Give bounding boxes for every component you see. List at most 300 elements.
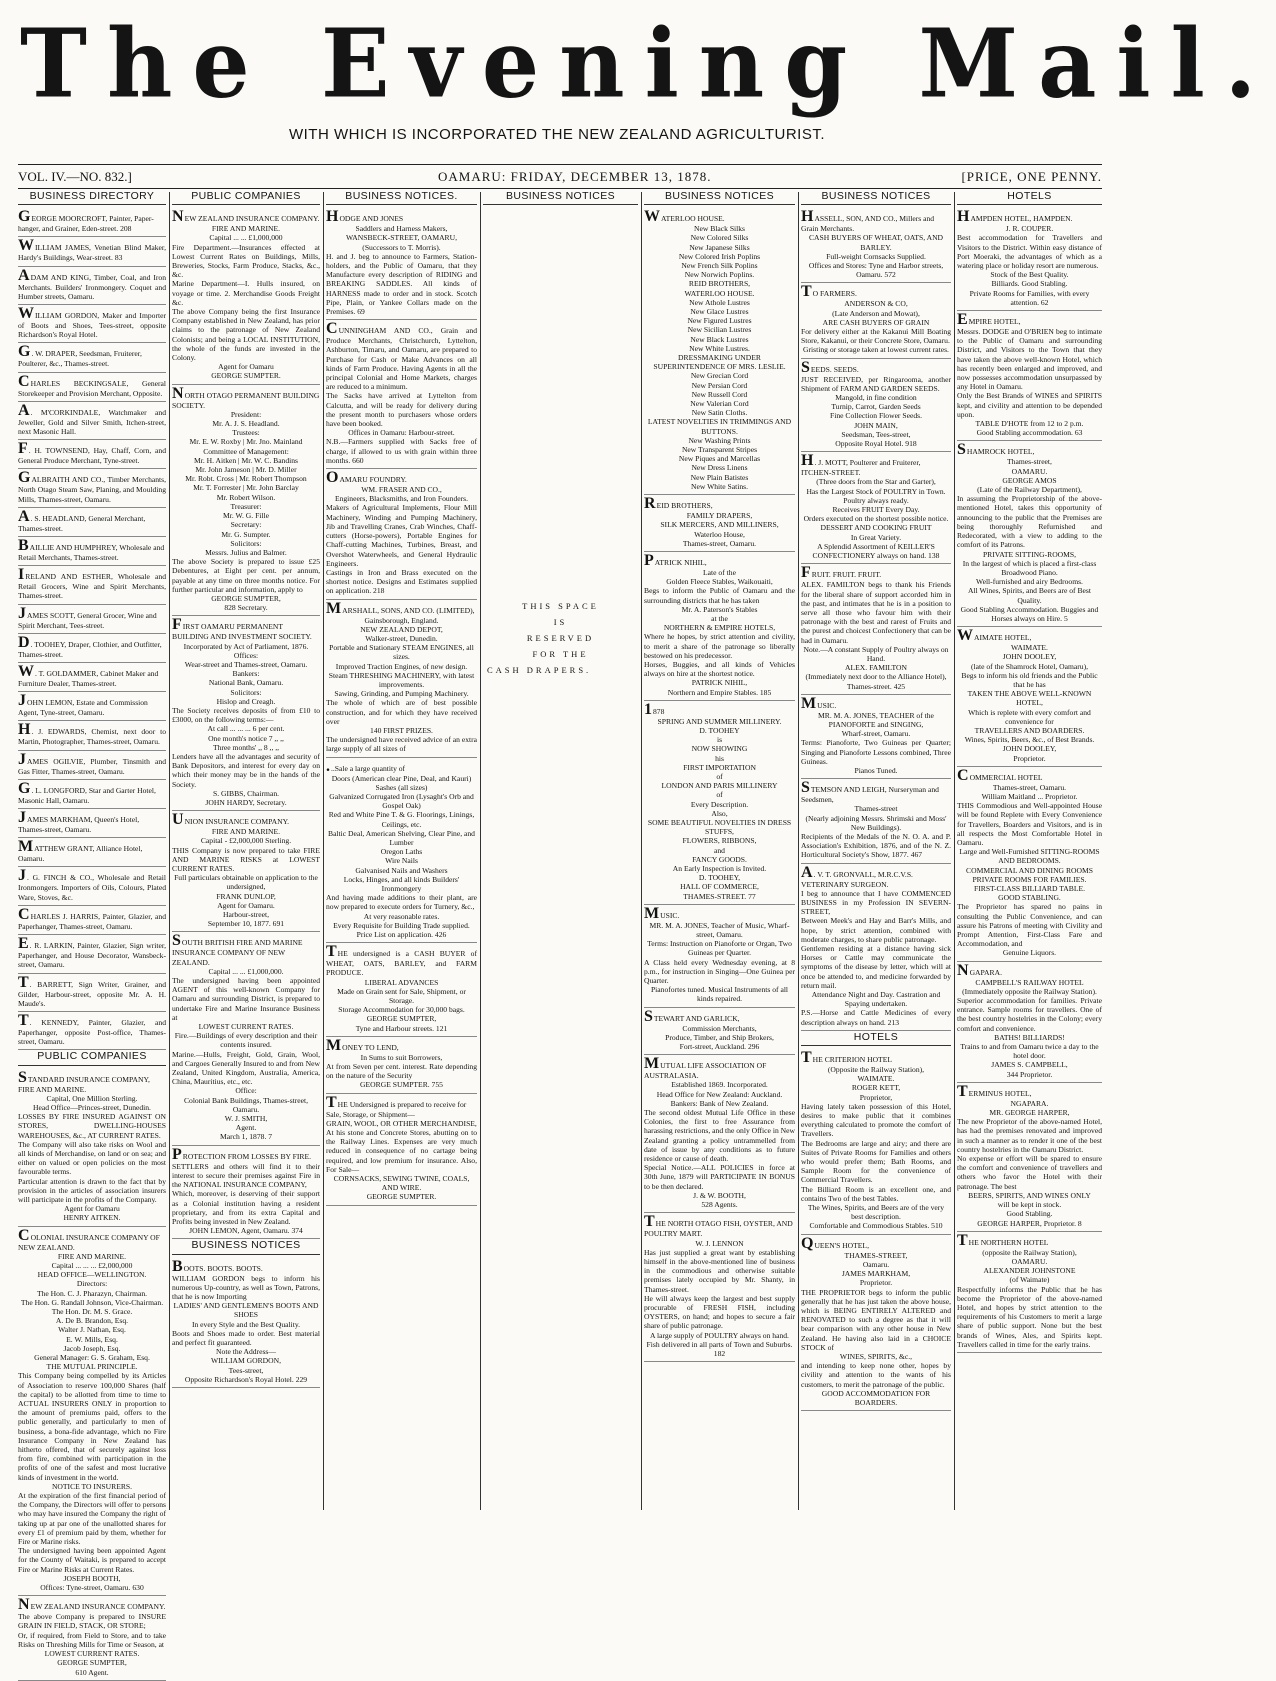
advertisement-headline: JAMES MARKHAM, Queen's Hotel, Thames-street, Oamaru. (18, 809, 140, 835)
advertisement-headline: NGAPARA. (957, 961, 1002, 979)
column-heading: BUSINESS NOTICES. (326, 190, 477, 205)
advertisement-line: New Dress Linens (691, 463, 748, 473)
column-rule (954, 192, 955, 1510)
advertisement-line: ANDERSON & CO, (844, 299, 908, 309)
advertisement-headline: MUSIC. (801, 694, 837, 712)
advertisement-line: Horses, Buggies, and all kinds of Vehicles always on hire at the shortest notice. (644, 659, 795, 679)
advertisement-line: The undersigned have received advice of an extra large supply of all sizes of (326, 735, 477, 754)
advertisement-line: Good Stabling Accommodation. Buggies and Horses always on Hire. 5 (960, 604, 1099, 623)
volume-number: VOL. IV.—NO. 832.] (18, 169, 132, 184)
advertisement (172, 208, 320, 384)
advertisement-line: Agent for Oamaru (64, 1204, 120, 1214)
advertisement-line: J. & W. BOOTH, (693, 1190, 746, 1200)
advertisement-headline: EMPIRE HOTEL, (957, 311, 1021, 329)
advertisement-line: Head Office—Princes-street, Dunedin. (33, 1102, 151, 1112)
advertisement-line: FLOWERS, RIBBONS, (682, 836, 757, 846)
advertisement-line: Has the Largest Stock of POULTRY in Town. Poultry always ready. (806, 486, 946, 505)
advertisement-line: A. De B. Brandon, Esq. (55, 1316, 129, 1326)
advertisement-line: Begs to inform the Public of Oamaru and the surrounding districts that he has taken (644, 586, 795, 605)
advertisement-line: FAMILY DRAPERS, (686, 511, 753, 521)
advertisement (172, 1146, 320, 1240)
advertisement-line: Mr. T. Forrester | Mr. John Barclay (193, 483, 299, 493)
advertisement-line: Makers of Agricultural Implements, Flour Mill Machinery, Winding and Pumping Machinery, Jib and Travelling Cranes, Crab Winches, Chaff-cutters (Horse-powers), Portable Engines for Chaff-cutting Machines, Turbines, Breast, and Overshot Waterwheels, and General Hydraulic Engineers. (326, 503, 477, 568)
drop-capital: T (801, 283, 812, 301)
advertisement-line: (Successors to T. Morris). (362, 242, 441, 252)
advertisement-headline: JAMES SCOTT, General Grocer, Wine and Spirit Merchant, Tees-street. (18, 604, 157, 630)
advertisement-line: at the (711, 613, 728, 623)
advertisement-line: Trustees: (232, 428, 260, 438)
advertisement (18, 721, 166, 750)
advertisement-line: THIS Company is now prepared to take FIRE AND MARINE RISKS at LOWEST CURRENT RATES. (172, 845, 320, 873)
advertisement-line: Northern and Empire Stables. 185 (667, 687, 772, 697)
advertisement-line: WATERLOO HOUSE. (684, 288, 755, 298)
advertisement (18, 935, 166, 973)
advertisement-line: GEORGE SUMPTER. (366, 1192, 437, 1202)
column-heading: BUSINESS DIRECTORY (18, 190, 166, 205)
advertisement-line: Well-furnished and airy Bedrooms. (976, 577, 1083, 587)
advertisement-line: PRIVATE SITTING-ROOMS, (982, 549, 1077, 559)
advertisement-line: Begs to inform his old friends and the Public that he has (961, 670, 1098, 689)
advertisement-line: of (716, 790, 723, 800)
advertisement-line: New Black Silks (693, 224, 746, 234)
advertisement-line: NORTHERN & EMPIRE HOTELS, (663, 623, 776, 633)
advertisement-line: Proprietor. (859, 1278, 893, 1288)
advertisement (326, 600, 477, 758)
column-rule (169, 192, 170, 1510)
advertisement-line: New White Satins. (690, 481, 749, 491)
column-heading: BUSINESS NOTICES (644, 190, 795, 205)
advertisement-headline: STEWART AND GARLICK, (644, 1007, 740, 1025)
dateline-top-rule (18, 164, 1102, 165)
advertisement-line: ALEX. FAMILTON (845, 663, 907, 673)
advertisement-headline: H. J. MOTT, Poulterer and Fruiterer, ITCHEN-STREET. (801, 452, 921, 478)
advertisement (326, 208, 477, 320)
drop-capital: N (172, 208, 184, 226)
advertisement-line: WILLIAM GORDON, (210, 1356, 282, 1366)
advertisement-line: JOHN LEMON, Agent, Oamaru. 374 (189, 1226, 303, 1236)
advertisement-line: Harbour-street, (222, 910, 270, 920)
advertisement-line: The whole of which are of best possible construction, and for which they have received over (326, 698, 477, 726)
column-business-notices-4 (801, 190, 951, 1512)
dateline (18, 167, 1102, 187)
advertisement-line: Offices: Tyne-street, Oamaru. 630 (40, 1583, 144, 1593)
advertisement (644, 1055, 795, 1213)
advertisement-line: E. W. Mills, Esq. (66, 1334, 118, 1344)
advertisement-line: SPRING AND SUMMER MILLINERY. (657, 716, 782, 726)
advertisement-line: HALL OF COMMERCE, (680, 882, 759, 892)
advertisement-line: Directors: (76, 1279, 108, 1289)
advertisement-line: Gentlemen residing at a distance having sick Horses or Cattle may communicate the symptoms of the disease by letter, which will at once be attended to, and medicine forwarded by return mail. (801, 944, 951, 990)
advertisement (172, 616, 320, 811)
advertisement-headline: HASSELL, SON, AND CO., Millers and Grain Merchants. (801, 208, 935, 234)
advertisement-headline: A. M'CORKINDALE, Watchmaker and Jeweller, Gold and Silver Smith, Itchen-street, next Masonic Hall. (18, 401, 166, 437)
drop-capital: N (957, 961, 969, 979)
advertisement-line: Note the Address— (216, 1347, 276, 1357)
advertisement-line: DESSERT AND COOKING FRUIT (820, 523, 932, 533)
advertisement-headline: T. KENNEDY, Painter, Glazier, and Paperhanger, opposite Post-office, Thames-street, Oamaru. (18, 1011, 166, 1047)
drop-capital: H (801, 208, 814, 226)
advertisement-line: The above Company being the first Insurance Company established in New Zealand, has prior claims to the patronage of New Zealand Colonists; and being a LOCAL INSTITUTION, the whole of the funds are invested in the Colony. (172, 307, 320, 363)
reserved-space-line: THIS SPACE (522, 601, 599, 612)
advertisement-headline: THE NORTH OTAGO FISH, OYSTER, AND POULTRY MART. (644, 1213, 793, 1239)
advertisement-line: Baltic Deal, American Shelving, Clear Pine, and Lumber (328, 828, 475, 847)
advertisement-line: Established 1869. Incorporated. (671, 1080, 768, 1090)
advertisement-line: GEORGE SUMPTER, (211, 593, 281, 603)
advertisement-line: JOHN MAIN, (854, 420, 898, 430)
advertisement-headline: FRUIT. FRUIT. FRUIT. (801, 564, 882, 582)
advertisement-line: New Black Lustres (690, 334, 749, 344)
advertisement (326, 469, 477, 599)
advertisement-line: TAKEN THE ABOVE WELL-KNOWN HOTEL, (967, 689, 1092, 708)
advertisement-line: The Sacks have arrived at Lyttelton from Calcutta, and will be ready for delivery during the present month to purchasers whose orders have been booked. (326, 391, 477, 429)
advertisement-line: Price List on application. 426 (356, 930, 447, 940)
advertisement-line: Full particulars obtainable on application to the undersigned, (174, 873, 318, 892)
drop-capital: T (644, 1213, 655, 1231)
advertisement-line: Particular attention is drawn to the fact that by provision in the articles of association insurers will participate in the profits of the Company. (18, 1176, 166, 1204)
advertisement-line: A large supply of POULTRY always on hand. (650, 1330, 789, 1340)
advertisement-line: Castings in Iron and Brass executed on the shortest notice. Designs and Estimates supplied on application. 218 (326, 567, 477, 596)
drop-capital: T (18, 1011, 29, 1029)
advertisement-line: FIRE AND MARINE. (211, 224, 281, 234)
advertisement-line: New Norwich Poplins. (684, 270, 755, 280)
advertisement-line: Wharf-street, Oamaru. (841, 729, 911, 739)
advertisement-line: (Opposite the Railway Station), (827, 1065, 925, 1075)
advertisement-line: is (716, 735, 723, 745)
advertisement-line: New Valerian Cord (690, 399, 749, 409)
advertisement-line: ALEXANDER JOHNSTONE (983, 1266, 1076, 1276)
advertisement-line: Lenders have all the advantages and security of Bank Depositors, and interest for every day on which their money may be in the hands of the Society. (172, 751, 320, 789)
column-rule (798, 192, 799, 1510)
advertisement-line: Mr. W. G. Fille (223, 511, 269, 521)
advertisement-line: The Company will also take risks on Wool and all kinds of Merchandise, on land or on sea; and either on valued or open policies on the most favourable terms. (18, 1139, 166, 1177)
advertisement-line: National Bank, Oamaru. (208, 678, 284, 688)
drop-capital: W (18, 305, 34, 323)
reserved-space-line: IS (553, 617, 568, 628)
advertisement-line: In the largest of which is placed a first-class Broadwood Piano. (962, 558, 1097, 577)
advertisement-line: Tyne and Harbour streets. 121 (355, 1023, 448, 1033)
advertisement-line: SILK MERCERS, AND MILLINERS, (660, 520, 779, 530)
advertisement-line: Where he hopes, by strict attention and civility, to merit a share of the patronage so liberally bestowed on his predecessor. (644, 632, 795, 660)
drop-capital: W (957, 627, 973, 645)
advertisement-line: FIRE AND MARINE. (211, 827, 281, 837)
advertisement-line: GEORGE SUMPTER. 755 (360, 1080, 443, 1090)
advertisement-line: Waterloo House, (694, 529, 745, 539)
advertisement-line: NOTICE TO INSURERS. (51, 1481, 133, 1491)
advertisement-line: Receives FRUIT Every Day. (832, 505, 920, 515)
advertisement-line: D. TOOHEY (699, 725, 740, 735)
drop-capital: Q (801, 1234, 814, 1252)
advertisement-line: his (715, 753, 724, 763)
advertisement (18, 402, 166, 440)
advertisement-headline: WAIMATE HOTEL, (957, 627, 1032, 645)
advertisement (326, 758, 477, 944)
advertisement-line: SOME BEAUTIFUL NOVELTIES IN DRESS STUFFS, (647, 817, 792, 837)
advertisement-line: Commission Merchants, (682, 1023, 757, 1033)
advertisement (326, 943, 477, 1037)
advertisement-line: Mr. E. W. Roxby | Mr. Jno. Mainland (189, 437, 303, 447)
advertisement-line: FANCY GOODS. (692, 854, 747, 864)
advertisement-headline: A. V. T. GRONVALL, M.R.C.V.S. VETERINARY SURGEON. (801, 863, 913, 889)
advertisement-line: New French Silk Poplins (681, 261, 758, 271)
advertisement-line: LONDON AND PARIS MILLINERY (661, 781, 778, 791)
advertisement-line: Pianos Tuned. (854, 765, 898, 775)
advertisement-line: One month's notice 7 ,, ,, (208, 733, 284, 743)
advertisement-line: The Hon. Dr. M. S. Grace. (51, 1306, 133, 1316)
advertisement-line: (Late Anderson and Mowat), (832, 308, 920, 318)
advertisement-line: Galvanized Corrugated Iron (Lysaght's Orb and Gospel Oak) (329, 791, 474, 811)
advertisement-headline: COLONIAL INSURANCE COMPANY OF NEW ZEALAND. (18, 1226, 160, 1252)
advertisement (801, 779, 951, 863)
advertisement-line: Sashes (all sizes) (375, 782, 428, 792)
drop-capital: M (644, 904, 660, 922)
advertisement (18, 469, 166, 507)
advertisement (18, 634, 166, 663)
drop-capital: N (172, 384, 184, 402)
advertisement-line: General Manager: G. S. Graham, Esq. (34, 1353, 150, 1362)
advertisement-line: Thames-street, (1007, 457, 1052, 467)
advertisement (957, 208, 1102, 311)
drop-capital: W (18, 237, 34, 255)
advertisement-line: Saddlers and Harness Makers, (355, 224, 448, 234)
drop-capital: F (18, 440, 28, 458)
advertisement (172, 932, 320, 1145)
advertisement-headline: CHARLES BECKINGSALE, General Storekeeper and Provision Merchant, Opposite. (18, 372, 166, 398)
advertisement-line: Tees-street, (228, 1365, 264, 1375)
advertisement-line: COMMERCIAL AND DINING ROOMS (966, 865, 1093, 875)
advertisement-line: New Transparent Stripes (681, 445, 758, 455)
advertisement-line: Mangold, in fine condition (835, 393, 917, 403)
column-heading: BUSINESS NOTICES (172, 1239, 320, 1254)
advertisement (18, 237, 166, 266)
advertisement-line: No expense or effort will be spared to ensure the comfort and convenience of travellers and others who favor the Hotel with their patronage. The best (957, 1154, 1102, 1191)
advertisement-line: CASH BUYERS OF WHEAT, OATS, AND BARLEY. (808, 233, 944, 252)
drop-capital: J (18, 867, 26, 885)
advertisement-line: The Wines, Spirits, and Beers are of the very best description. (807, 1203, 945, 1222)
advertisement-headline: G. L. LONGFORD, Star and Garter Hotel, Masonic Hall, Oamaru. (18, 779, 156, 805)
advertisement-line: BEERS, SPIRITS, AND WINES ONLY (968, 1190, 1091, 1200)
advertisement-line: Respectfully informs the Public that he has become the Proprietor of the above-named Hotel, and hopes by strict attention to the requirements of his Customers to merit a large share of public support. None but the best brands of Wines, Ales, and Spirits kept. Travellers called in time for the early trains. (957, 1284, 1102, 1349)
advertisement-headline: HAMPDEN HOTEL, HAMPDEN. (957, 208, 1073, 226)
advertisement-headline: MUTUAL LIFE ASSOCIATION OF AUSTRALASIA. (644, 1055, 767, 1081)
advertisement-line: PRIVATE ROOMS FOR FAMILIES. (972, 874, 1087, 884)
drop-capital: J (18, 692, 26, 710)
advertisement-line: This Company being compelled by its Articles of Association to reserve 100,000 Shares (half the capital) to be allotted from time to time to ACTUAL INSURERS ONLY in proportion to the amount of premiums paid, offers to the public generally, and particularly to men of business, a bona-fide advantage, which no Fire Insurance Company in New Zealand has hitherto offered, that of securely against loss from fire, combined with participation in the profits of one of the safest and most lucrative kinds of investment in the world. (18, 1371, 166, 1482)
advertisement-line: ROGER KETT, (851, 1083, 901, 1093)
advertisement-line: REID BROTHERS, (688, 279, 751, 289)
advertisement (801, 864, 951, 1031)
advertisement-line: New Plain Batistes (690, 472, 749, 482)
advertisement-line: FIRST-CLASS BILLIARD TABLE. (974, 884, 1085, 893)
advertisement-headline: HODGE AND JONES (326, 208, 404, 226)
advertisement (18, 692, 166, 721)
advertisement-line: Every Description. (690, 799, 749, 809)
advertisement-line: (Immediately next door to the Alliance Hotel), (805, 672, 947, 682)
drop-capital: C (18, 905, 30, 923)
drop-capital: U (172, 811, 184, 829)
advertisement-line: LOWEST CURRENT RATES. (198, 1022, 294, 1032)
advertisement-line: BATHS! BILLIARDS! (994, 1032, 1065, 1042)
advertisement-headline: SEEDS. SEEDS. (801, 358, 859, 376)
column-rule (323, 192, 324, 1510)
advertisement-line: Proprietor, (859, 1092, 893, 1102)
advertisement-line: Portable and Stationary STEAM ENGINES, all sizes. (329, 643, 474, 662)
advertisement-line: JOHN DOOLEY, (1002, 652, 1057, 662)
advertisement-line: THE MUTUAL PRINCIPLE. (46, 1362, 138, 1372)
advertisement-line: An Early Inspection is Invited. (672, 864, 767, 873)
advertisement-line: March 1, 1878. 7 (219, 1132, 273, 1142)
reserved-space-line: FOR THE (532, 649, 589, 660)
advertisement-line: WILLIAM GORDON begs to inform his numerous Up-country, as well as Town, Patrons, that he is now Importing (172, 1273, 320, 1301)
drop-capital: T (801, 1049, 812, 1067)
drop-capital: T (18, 973, 29, 991)
drop-capital: G (18, 779, 31, 797)
advertisement-line: Late of the (703, 567, 736, 577)
advertisement-headline: WILLIAM GORDON, Maker and Importer of Boots and Shoes, Tees-street, opposite Richardson's Royal Hotel. (18, 305, 166, 340)
drop-capital: G (18, 343, 31, 361)
drop-capital: I (18, 566, 25, 584)
advertisement-headline: G. W. DRAPER, Seedsman, Fruiterer, Poulterer, &c., Thames-street. (18, 343, 142, 369)
advertisement-line: Billiards. Good Stabling. (991, 279, 1068, 289)
advertisement-line: Gristing or storage taken at lowest current rates. (803, 345, 949, 355)
advertisement-line: Note.—A constant Supply of Poultry always on Hand. (803, 644, 949, 663)
advertisement-line: of (716, 771, 723, 781)
advertisement-line: At call ... ... ... 6 per cent. (207, 724, 285, 734)
advertisement-line: Or, if required, from Field to Store, and to take Risks on Threshing Mills for Time or Season, at (18, 1630, 166, 1649)
advertisement-line: Mr. G. Sumpter. (221, 529, 271, 539)
advertisement-line: GRAIN, WOOL, OR OTHER MERCHANDISE, (326, 1118, 477, 1128)
advertisement-line: W. J. SMITH, (224, 1114, 268, 1124)
advertisement-line: Terms: Pianoforte, Two Guineas per Quarter; Singing and Pianoforte Lessons combined, Three Guineas. (801, 738, 951, 766)
drop-capital: S (644, 1007, 653, 1025)
advertisement-line: And having made additions to their plant, are now prepared to execute orders for Turnery, &c., (326, 893, 477, 912)
advertisement-line: September 10, 1877. 691 (207, 919, 285, 929)
newspaper-title: The Evening Mail. (20, 8, 1276, 120)
drop-capital: G (18, 208, 31, 226)
advertisement (18, 1596, 166, 1680)
advertisement-headline: J. G. FINCH & CO., Wholesale and Retail Ironmongers. Importers of Oils, Colours, Plated Ware, Stoves, &c. (18, 867, 166, 902)
advertisement-line: Jacob Joseph, Esq. (63, 1343, 121, 1353)
advertisement-line: Doors (American clear Pine, Deal, and Kauri) (331, 773, 472, 783)
issue-price: [PRICE, ONE PENNY. (961, 169, 1102, 184)
advertisement-line: GEORGE SUMPTER, (57, 1658, 127, 1668)
advertisement-line: Which, moreover, is deserving of their support as a Colonial institution having a resident proprietary, and from its extra Capital and Profits being invested in New Zealand. (172, 1189, 320, 1226)
advertisement-line: Offices in Oamaru: Harbour-street. (348, 428, 455, 438)
advertisement-line: Opposite Richardson's Royal Hotel. 229 (184, 1374, 308, 1384)
advertisement-line: LOWEST CURRENT RATES. (44, 1649, 140, 1659)
advertisement-headline: THE CRITERION HOTEL (801, 1049, 892, 1067)
advertisement-headline: T. BARRETT, Sign Writer, Grainer, and Gilder, Harbour-street, opposite Mr. A. H. Maude's. (18, 973, 166, 1008)
advertisement-line: THIS Commodious and Well-appointed House will be found Replete with Every Convenience for Travellers, Boarders and Visitors, and is in all respects the Most Comfortable Hotel in Oamaru. (957, 801, 1102, 847)
advertisement-line: The Billiard Room is an excellent one, and contains Two of the best Tables. (801, 1184, 951, 1203)
advertisement (18, 440, 166, 469)
advertisement-headline: E. R. LARKIN, Painter, Glazier, Sign writer, Paperhanger, and House Decorator, Wansbeck-street, Oamaru. (18, 935, 166, 970)
advertisement-line: and (714, 845, 725, 855)
advertisement-line: LOSSES BY FIRE INSURED AGAINST ON STORES, DWELLING-HOUSES WAREHOUSES, &c., AT CURRENT RATES. (18, 1112, 166, 1140)
advertisement-line: Capital ... ... £1,000,000 (209, 233, 283, 243)
column-heading: PUBLIC COMPANIES (172, 190, 320, 205)
advertisement (801, 452, 951, 564)
advertisement (18, 1012, 166, 1050)
advertisement-line: In Sums to suit Borrowers, (360, 1052, 443, 1062)
advertisement-line: New Persian Cord (691, 380, 748, 390)
advertisement-line: Colonial Bank Buildings, Thames-street, Oamaru. (183, 1095, 309, 1114)
advertisement-line: Attendance Night and Day. Castration and Spaying undertaken. (811, 990, 941, 1009)
drop-capital: F (172, 616, 182, 634)
drop-capital: T (957, 1082, 968, 1100)
advertisement (326, 1094, 477, 1206)
advertisement-line: OAMARU. (1011, 1256, 1048, 1266)
advertisement-line: MR. M. A. JONES, TEACHER of the PIANOFORTE and SINGING, (818, 710, 934, 729)
advertisement-line: (opposite the Railway Station), (982, 1247, 1077, 1257)
advertisement-line: WAIMATE. (857, 1074, 895, 1084)
advertisement (801, 1235, 951, 1411)
column-business-notices-2 (483, 190, 638, 1512)
advertisement-line: DRESSMAKING UNDER SUPERINTENDENCE OF MRS. LESLIE. (653, 353, 786, 372)
advertisement-line: LADIES' AND GENTLEMEN'S BOOTS AND SHOES (173, 1301, 319, 1320)
advertisement (644, 208, 795, 495)
advertisement (801, 359, 951, 453)
advertisement-headline: MUSIC. (644, 904, 680, 922)
advertisement-line: New Athole Lustres (689, 297, 750, 307)
column-business-notices-1 (326, 190, 477, 1512)
advertisement-headline: SOUTH BRITISH FIRE AND MARINE INSURANCE COMPANY OF NEW ZEALAND. (172, 932, 303, 967)
drop-capital: A (18, 507, 30, 525)
advertisement-line: Stock of the Best Quality. (990, 270, 1069, 280)
advertisement-headline: NEW ZEALAND INSURANCE COMPANY. (172, 208, 320, 226)
drop-capital: T (957, 1231, 968, 1249)
advertisement-line: JUST RECEIVED, per Ringarooma, another Shipment of FARM AND GARDEN SEEDS. (801, 374, 951, 393)
advertisement-line: HEAD OFFICE—WELLINGTON. (37, 1270, 147, 1280)
advertisement-line: 528 Agents. (701, 1200, 738, 1210)
advertisement-line: GEORGE SUMPTER. (211, 371, 281, 381)
advertisement-line: Steam THRESHING MACHINERY, with latest improvements. (328, 670, 475, 689)
advertisement-headline: JOHN LEMON, Estate and Commission Agent, Tyne-street, Oamaru. (18, 692, 148, 718)
advertisement-line: Fire.—Buildings of every description and their contents insured. (174, 1031, 318, 1050)
advertisement-line: Only the Best Brands of WINES and SPIRITS kept, and civility and attention to be depended upon. (957, 391, 1102, 419)
drop-capital: C (18, 1226, 30, 1244)
advertisement-line: I beg to announce that I have COMMENCED BUSINESS in my Profession IN SEVERN-STREET, (801, 888, 951, 917)
advertisement-line: Hislop and Creagh. (216, 696, 276, 706)
advertisement-line: Pianofortes tuned. Musical Instruments of all kinds repaired. (650, 985, 789, 1004)
advertisement-line: WAIMATE. (1011, 643, 1048, 653)
advertisement-line: A Class held every Wednesday evening, at 8 p.m., for instruction in Singing—One Guinea per Quarter. (644, 957, 795, 986)
advertisement-headline: F. H. TOWNSEND, Hay, Chaff, Corn, and General Produce Merchant, Tyne-street. (18, 440, 166, 466)
drop-capital: J (18, 809, 26, 827)
column-heading: BUSINESS NOTICES (483, 190, 638, 205)
advertisement (18, 1227, 166, 1597)
advertisement-headline: REID BROTHERS, (644, 495, 713, 513)
column-rule (480, 192, 481, 1510)
advertisement-line: Every Requisite for Building Trade supplied. (333, 920, 470, 930)
advertisement-line: S. GIBBS, Chairman. (212, 788, 280, 798)
advertisement-line: In assuming the Proprietorship of the above-mentioned Hotel, takes this opportunity of announcing to the public that the Premises are being thoroughly Refurnished and Redecorated, with a view to adding to the comfort of its Patrons. (957, 494, 1102, 550)
advertisement-headline: UNION INSURANCE COMPANY. (172, 811, 289, 829)
advertisement-line: The second oldest Mutual Life Office in these Colonies, the first to free Assurance from harassing restrictions, and the only Office in New Zealand granting a policy untrammelled from date of issue by any conditions as to future residence or cause of death. (644, 1108, 795, 1164)
advertisement-line: Fine Collection Flower Seeds. (830, 411, 922, 421)
advertisement-line: Improved Traction Engines, of new design. (335, 661, 468, 671)
drop-capital: S (801, 358, 810, 376)
drop-capital: R (644, 495, 656, 513)
advertisement-headline: ...Sale a large quantity of (326, 757, 406, 775)
advertisement-line: (late of the Shamrock Hotel, Oamaru), (970, 661, 1089, 671)
drop-capital: C (957, 766, 969, 784)
advertisement-line: WM. FRASER AND CO., (361, 485, 442, 495)
drop-capital: H (18, 721, 31, 739)
advertisement-line: D. TOOHEY, (698, 873, 741, 883)
drop-capital: A (801, 863, 813, 881)
advertisement-line: Messrs. Julius and Balmer. (205, 547, 287, 557)
advertisement-line: NOW SHOWING (691, 744, 748, 754)
